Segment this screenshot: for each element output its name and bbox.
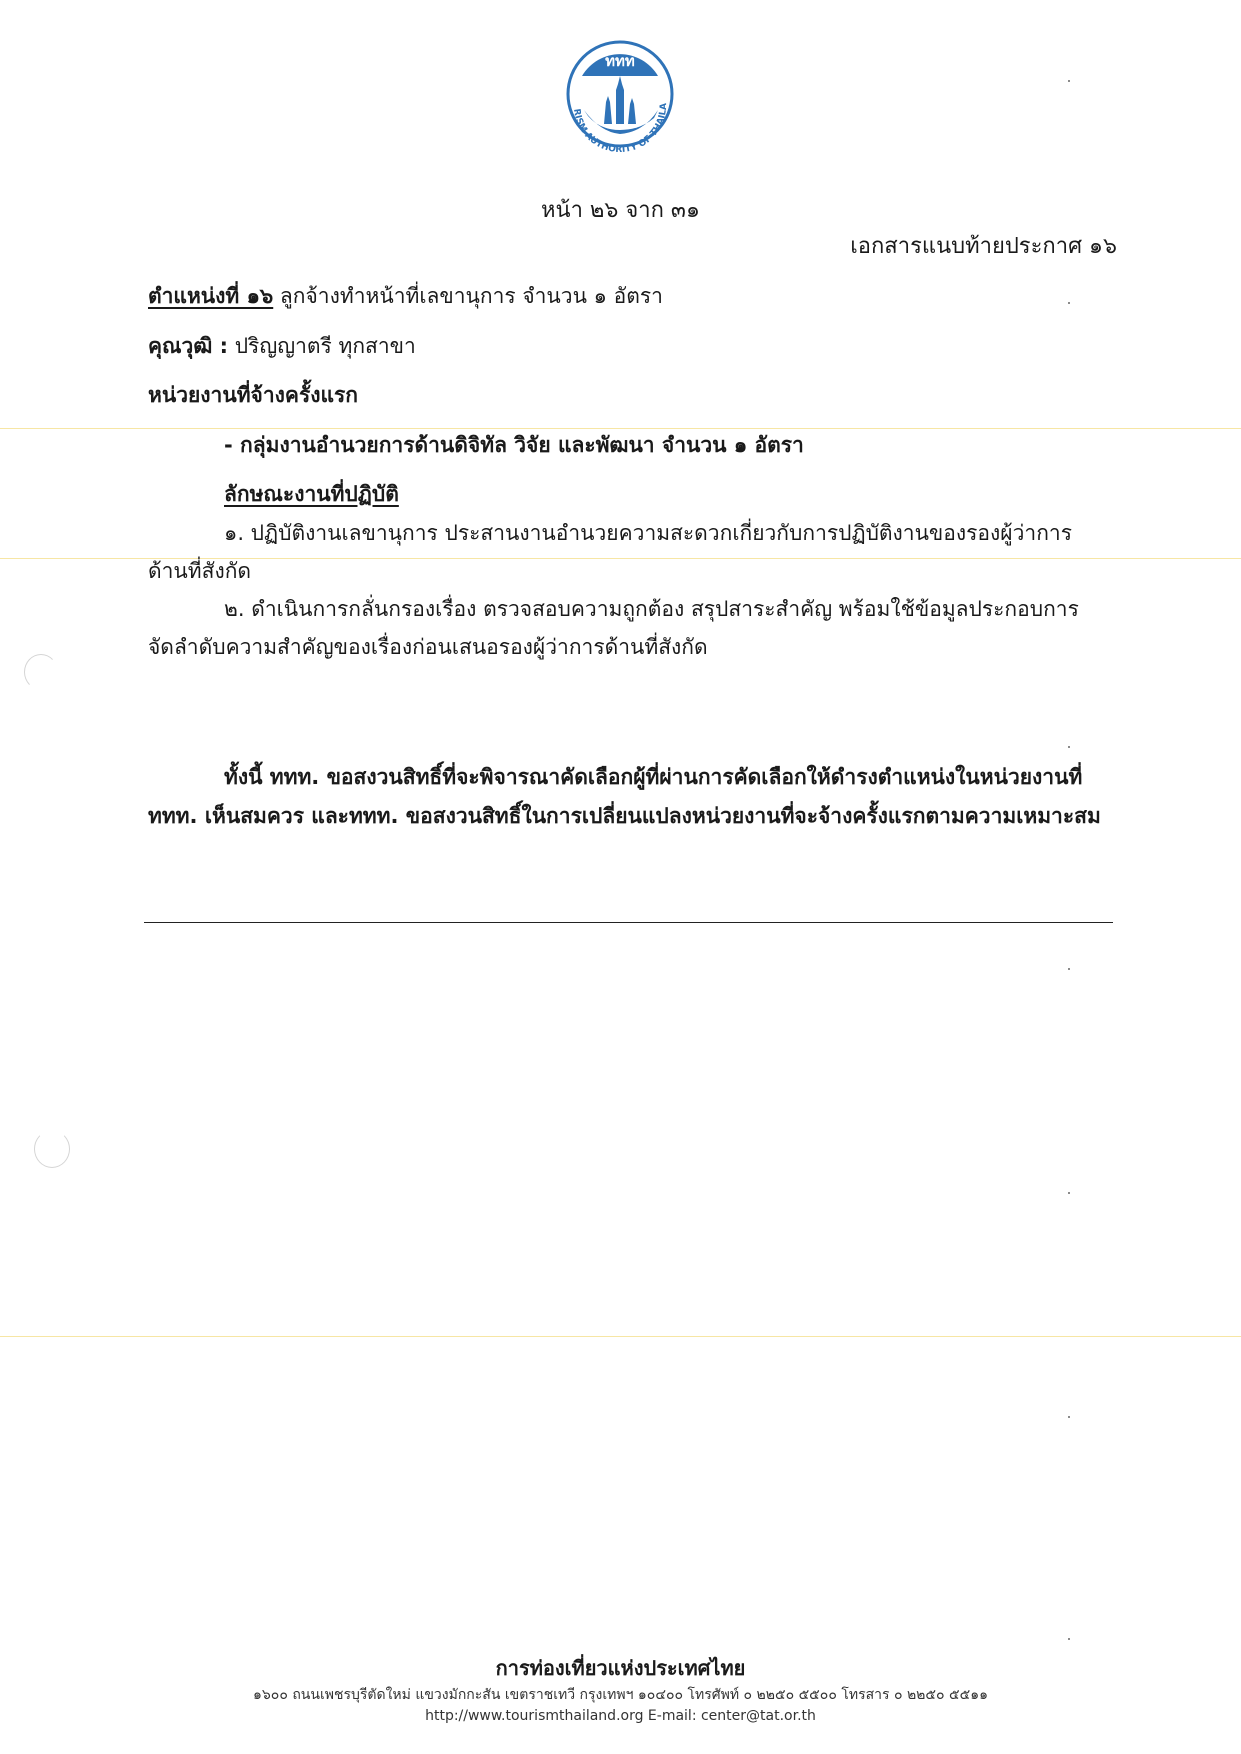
duties-heading: ลักษณะงานที่ปฏิบัติ [224, 482, 399, 506]
punch-hole-mark [24, 654, 58, 690]
duty-item-1-cont: ด้านที่สังกัด [148, 559, 252, 583]
qualification-label: คุณวุฒิ : [148, 334, 229, 358]
separator-line [144, 922, 1113, 923]
scan-dot [1068, 80, 1070, 82]
note-line-2: ททท. เห็นสมควร และททท. ขอสงวนสิทธิ์ในการเปลี่ยนแปลงหน่วยงานที่จะจ้างครั้งแรกตามความเหมาะสม [148, 804, 1101, 828]
scan-line [0, 428, 1241, 429]
qualification-value: ปริญญาตรี ทุกสาขา [234, 334, 416, 358]
duty-item-2-cont: จัดลำดับความสำคัญของเรื่องก่อนเสนอรองผู้ว่าการด้านที่สังกัด [148, 635, 708, 659]
position-label: ตำแหน่งที่ ๑๖ [148, 284, 274, 308]
footer-address: ๑๖๐๐ ถนนเพชรบุรีตัดใหม่ แขวงมักกะสัน เขตราชเทวี กรุงเทพฯ ๑๐๔๐๐ โทรศัพท์ ๐ ๒๒๕๐ ๕๕๐๐ โทรสาร ๐ ๒๒๕๐ ๕๕๑๑ [253, 1687, 988, 1703]
duty-item-2: ๒. ดำเนินการกลั่นกรองเรื่อง ตรวจสอบความถูกต้อง สรุปสาระสำคัญ พร้อมใช้ข้อมูลประกอบการ [224, 597, 1079, 621]
logo-text: RISM AUTHORITY OF THAILA [571, 102, 670, 156]
attachment-label: เอกสารแนบท้ายประกาศ ๑๖ [850, 234, 1117, 259]
position-title: ลูกจ้างทำหน้าที่เลขานุการ จำนวน ๑ อัตรา [279, 284, 663, 308]
page-number: หน้า ๒๖ จาก ๓๑ [541, 198, 700, 223]
scan-dot [1068, 1416, 1070, 1418]
footer-org: การท่องเที่ยวแห่งประเทศไทย [495, 1656, 746, 1680]
scan-dot [1068, 746, 1070, 748]
duty-item-1: ๑. ปฏิบัติงานเลขานุการ ประสานงานอำนวยความสะดวกเกี่ยวกับการปฏิบัติงานของรองผู้ว่าการ [224, 521, 1072, 545]
scan-dot [1068, 1638, 1070, 1640]
tat-logo [560, 36, 680, 156]
scan-dot [1068, 968, 1070, 970]
qualification-line [148, 331, 416, 361]
footer-web: http://www.tourismthailand.org E-mail: center@tat.or.th [425, 1708, 816, 1724]
first-unit-item: - กลุ่มงานอำนวยการด้านดิจิทัล วิจัย และพัฒนา จำนวน ๑ อัตรา [224, 433, 804, 457]
punch-hole-mark [34, 1130, 70, 1168]
position-line [148, 281, 663, 311]
scan-dot [1068, 1192, 1070, 1194]
first-unit-heading: หน่วยงานที่จ้างครั้งแรก [148, 383, 358, 407]
svg-text:ททท: ททท [605, 52, 635, 70]
scan-dot [1068, 302, 1070, 304]
scan-line [0, 1336, 1241, 1337]
note-line-1: ทั้งนี้ ททท. ขอสงวนสิทธิ์ที่จะพิจารณาคัดเลือกผู้ที่ผ่านการคัดเลือกให้ดำรงตำแหน่งในหน่วยงานที่ [224, 765, 1083, 789]
